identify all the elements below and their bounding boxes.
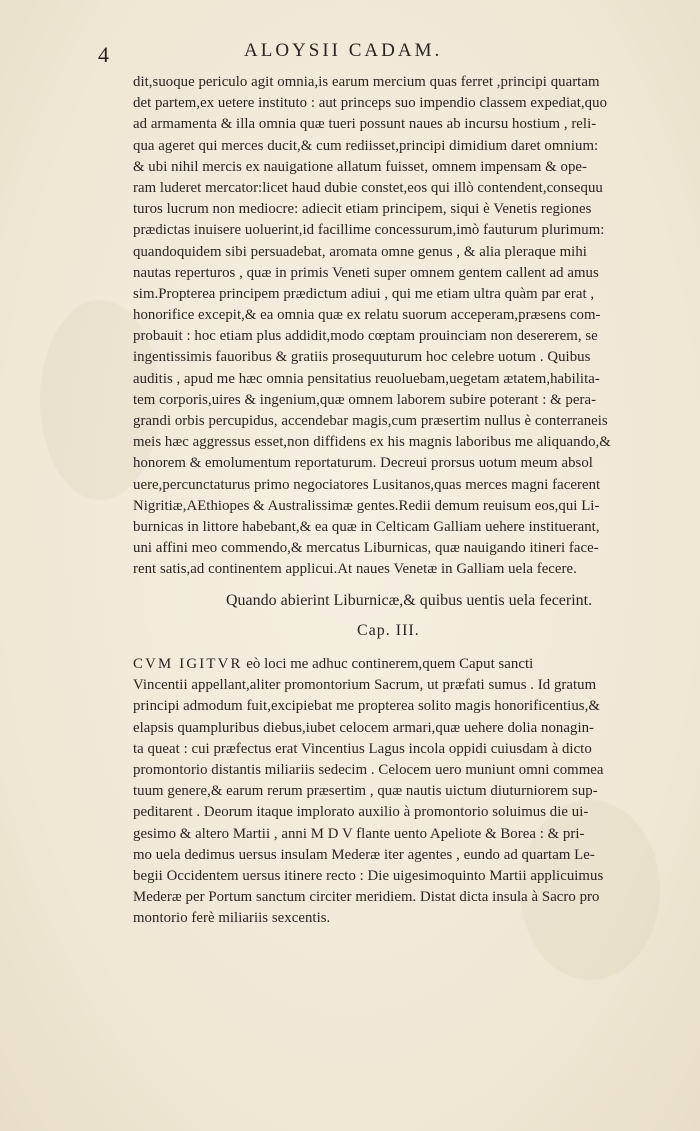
text-line: det partem,ex uetere instituto : aut princeps suo impendio classem expediat,quo (133, 95, 608, 112)
text-line: begii Occidentem uersus itinere recto : Die uigesimoquinto Martii applicuimus (133, 867, 604, 884)
text-line: ta queat : cui præfectus erat Vincentius Lagus incola oppidi cuiusdam à dicto (133, 740, 592, 757)
text-line: quandoquidem sibi persuadebat, aromata omne genus , & alia pleraque mihi (133, 243, 587, 260)
text-line: turos lucrum non mediocre: adiecit etiam principem, siqui è Venetis regiones (133, 201, 592, 218)
text-line: mo uela dedimus uersus insulam Mederæ iter agentes , eundo ad quartam Le- (133, 846, 595, 863)
text-line: uni affini meo commendo,& mercatus Liburnicas, quæ nauigando itineri face- (133, 540, 599, 557)
text-line: ingentissimis fauoribus & gratiis prosequuturum hoc celebre uotum . Quibus (133, 349, 591, 366)
text-line: Vincentii appellant,aliter promontorium Sacrum, ut præfati sumus . Id gratum (133, 677, 597, 694)
text-line: dit,suoque periculo agit omnia,is earum mercium quas ferret ,principi quartam (133, 74, 600, 90)
text-line: promontorio distantis miliariis sedecim . Celocem uero muniunt omni commea (133, 761, 604, 778)
text-line: grandi orbis percupidus, accendebar magis,cum præsertim nullus è conterraneis (133, 413, 608, 429)
chapter-heading: Quando abierint Liburnicæ,& quibus uentis uela fecerint. (226, 592, 593, 609)
text-line: nautas reperturos , quæ in primis Veneti super omnem gentem callent ad amus (133, 264, 599, 281)
running-head: ALOYSII CADAM. (244, 40, 443, 61)
text-line: elapsis quampluribus diebus,iubet celocem armari,quæ uehere dolia nonagin- (133, 719, 595, 736)
text-line: burnicas in littore habebant,& ea quæ in Celticam Galliam uehere instituerant, (133, 518, 600, 535)
folio-number: 4 (98, 42, 110, 67)
paragraph-two-first-line (133, 654, 663, 675)
text-line: uere,percunctaturus primo negociatores Lusitanos,quas merces magni facerent (133, 476, 601, 493)
text-line: meis hæc aggressus esset,non diffidens ex his magnis laboribus me aliquando,& (133, 434, 611, 451)
text-line: Mederæ per Portum sanctum circiter meridiem. Distat dicta insula à Sacro pro (133, 889, 600, 906)
paragraph-two-lines (133, 675, 663, 929)
text-line: tem corporis,uires & ingenium,quæ omnem laborem subire poterant : & pera- (133, 391, 597, 408)
text-line: principi admodum fuit,excipiebat me propterea solito magis honorificentius,& (133, 698, 600, 715)
text-line: montorio ferè miliariis sexcentis. (133, 910, 331, 927)
text-line: sim.Propterea principem prædictum adiui , qui me etiam ultra quàm par erat , (133, 285, 595, 302)
text-line: ad armamenta & illa omnia quæ tueri possunt naues ab incursu hostium , reli- (133, 116, 597, 133)
text-line: tuum genere,& earum rerum præsertim , quæ nautis uictum diuturniorem sup- (133, 783, 598, 800)
text-line: prædictas inuisere uoluerint,id facillime concessurum,imò fauturum plurimum: (133, 222, 605, 239)
text-line: qua ageret qui merces ducit,& cum rediisset,principi dimidium daret omnium: (133, 137, 599, 154)
text-line: Nigritiæ,AEthiopes & Australissimæ gentes.Redii demum reuisum eos,qui Li- (133, 497, 600, 514)
paragraph-one (133, 72, 663, 581)
first-line-text: eò loci me adhuc continerem,quem Caput sancti (242, 656, 534, 672)
text-line: honorifice excepit,& ea omnia quæ ex relatu suorum acceperam,præsens com- (133, 307, 601, 324)
text-line: gesimo & altero Martii , anni M D V flante uento Apeliote & Borea : & pri- (133, 825, 585, 842)
paragraph-two (133, 654, 663, 929)
text-line: rent satis,ad continentem applicui.At naues Venetæ in Galliam uela fecere. (133, 561, 577, 578)
text-line: honorem & emolumentum reportaturum. Decreui prorsus uotum meum absol (133, 455, 593, 472)
text-line: & ubi nihil mercis ex nauigatione allatum fuisset, omnem impensam & ope- (133, 158, 587, 175)
text-line: probauit : hoc etiam plus addidit,modo cœptam prouinciam non desererem, se (133, 328, 598, 345)
chapter-number: Cap. III. (357, 622, 420, 639)
text-line: peditarent . Deorum itaque implorato auxilio à promontorio soluimus die ui- (133, 804, 589, 821)
text-line: auditis , apud me hæc omnia pensitatius reuoluebam,uegetam ætatem,habilita- (133, 370, 600, 387)
opening-caps: CVM IGITVR (133, 656, 243, 672)
text-line: ram luderet mercator:licet haud dubie constet,eos qui illò contendent,consequu (133, 179, 603, 196)
